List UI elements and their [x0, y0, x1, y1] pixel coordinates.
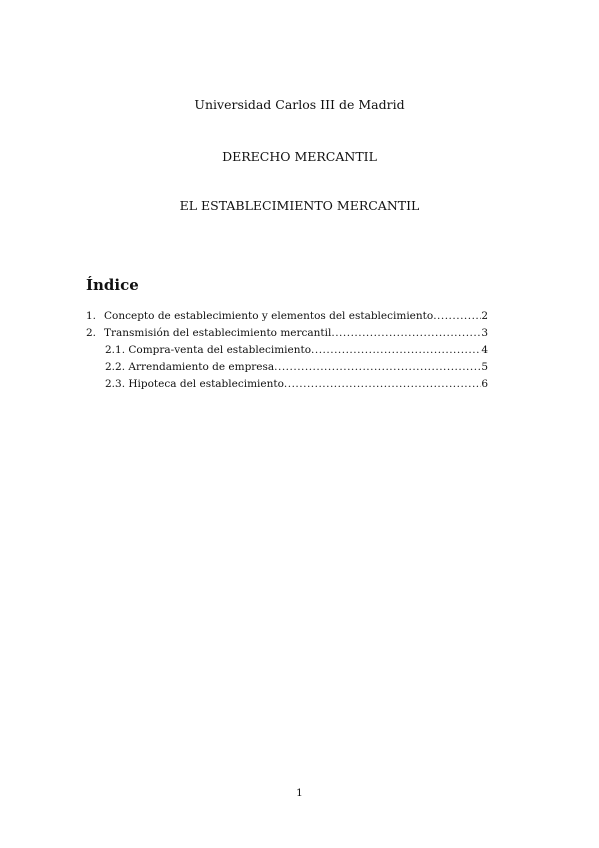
document-title: EL ESTABLECIMIENTO MERCANTIL — [179, 198, 420, 213]
toc-entry[interactable] — [86, 327, 488, 344]
page-number: 1 — [296, 787, 303, 799]
toc-dot-leader — [274, 361, 481, 373]
toc-dot-leader — [311, 344, 481, 356]
index-heading: Índice — [86, 276, 139, 294]
toc-entry-page: 2 — [481, 310, 488, 322]
toc-entry-page: 4 — [481, 344, 488, 356]
toc-entry-text: 2.1. Compra-venta del establecimiento — [105, 344, 312, 356]
toc-subentry[interactable] — [86, 378, 488, 395]
toc-dot-leader — [331, 327, 481, 339]
subject-title: DERECHO MERCANTIL — [222, 149, 377, 164]
toc-entry-page: 6 — [481, 378, 488, 390]
toc-entry[interactable] — [86, 310, 488, 327]
table-of-contents — [86, 310, 488, 395]
university-name: Universidad Carlos III de Madrid — [194, 97, 405, 112]
toc-entry-number: 2. — [86, 327, 97, 339]
toc-entry-text: Transmisión del establecimiento mercantil — [104, 327, 332, 339]
toc-entry-text: Concepto de establecimiento y elementos del establecimiento — [104, 310, 434, 322]
toc-entry-text: 2.3. Hipoteca del establecimiento — [105, 378, 284, 390]
toc-entry-number: 1. — [86, 310, 97, 322]
toc-dot-leader — [284, 378, 481, 390]
toc-dot-leader — [433, 310, 481, 322]
toc-entry-page: 5 — [481, 361, 488, 373]
toc-subentry[interactable] — [86, 344, 488, 361]
toc-entry-text: 2.2. Arrendamiento de empresa — [105, 361, 275, 373]
toc-subentry[interactable] — [86, 361, 488, 378]
toc-entry-page: 3 — [481, 327, 488, 339]
